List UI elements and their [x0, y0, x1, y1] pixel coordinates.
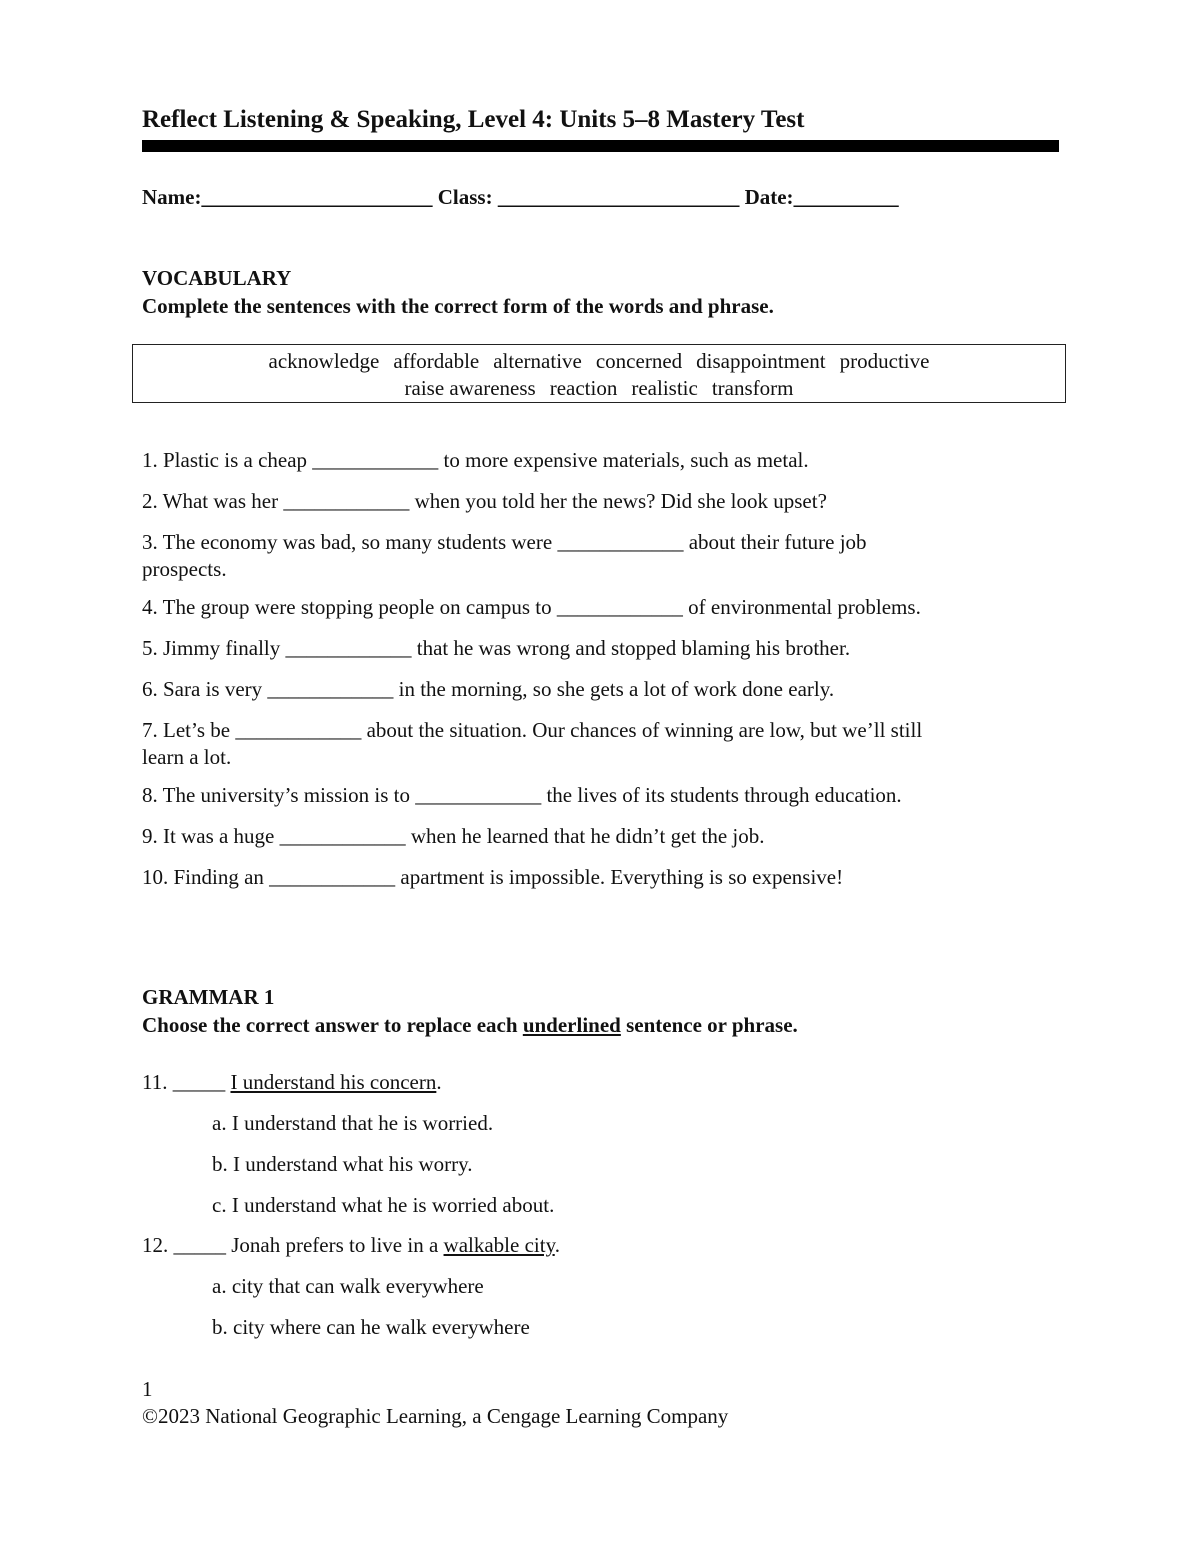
- item-text: 6. Sara is very: [142, 677, 268, 701]
- answer-blank[interactable]: ____________: [283, 489, 410, 513]
- vocab-item-1: [142, 448, 809, 473]
- vocab-item-10: [142, 865, 843, 890]
- answer-blank[interactable]: ____________: [415, 783, 542, 807]
- item-text: when he learned that he didn’t get the job.: [405, 824, 765, 848]
- vocab-item-3: [142, 530, 867, 555]
- instruction-text: Choose the correct answer to replace each: [142, 1013, 523, 1037]
- vocab-item-2: [142, 489, 827, 514]
- word-bank-item: realistic: [631, 376, 698, 400]
- word-bank-item: raise awareness: [404, 376, 536, 400]
- q11-option-c[interactable]: c. I understand what he is worried about.: [212, 1193, 555, 1217]
- item-text: 3. The economy was bad, so many students were: [142, 530, 558, 554]
- item-text: the lives of its students through education.: [541, 783, 902, 807]
- question-text: .: [436, 1070, 442, 1094]
- instruction-underlined-word: underlined: [522, 1013, 621, 1037]
- answer-blank[interactable]: ____________: [556, 595, 683, 619]
- grammar-heading: GRAMMAR 1: [142, 985, 275, 1009]
- answer-blank[interactable]: _____: [172, 1070, 226, 1094]
- vocab-item-9: [142, 824, 764, 849]
- word-bank-item: affordable: [393, 349, 480, 373]
- class-field[interactable]: _______________________: [497, 185, 740, 209]
- vocab-item-4: [142, 595, 921, 620]
- answer-blank[interactable]: ____________: [267, 677, 394, 701]
- word-bank-item: reaction: [549, 376, 618, 400]
- answer-blank[interactable]: ____________: [557, 530, 684, 554]
- answer-blank[interactable]: ____________: [235, 718, 362, 742]
- word-bank-item: acknowledge: [268, 349, 380, 373]
- item-text: 5. Jimmy finally: [142, 636, 286, 660]
- instruction-text: sentence or phrase.: [620, 1013, 798, 1037]
- item-text: about their future job: [683, 530, 867, 554]
- item-text: 7. Let’s be: [142, 718, 236, 742]
- question-number: 12.: [142, 1233, 174, 1257]
- word-bank: [132, 344, 1066, 403]
- class-label: Class:: [437, 185, 493, 209]
- q11-option-a[interactable]: a. I understand that he is worried.: [212, 1111, 494, 1135]
- word-bank-item: transform: [711, 376, 794, 400]
- vocabulary-instruction: Complete the sentences with the correct form of the words and phrase.: [142, 294, 774, 318]
- word-bank-row-2: [133, 375, 1065, 402]
- name-label: Name:: [142, 185, 202, 209]
- test-title: Reflect Listening & Speaking, Level 4: Units 5–8 Mastery Test: [142, 106, 805, 133]
- answer-blank[interactable]: ____________: [279, 824, 406, 848]
- vocab-item-6: [142, 677, 834, 702]
- underlined-phrase: I understand his concern: [230, 1070, 437, 1094]
- vocab-item-3-continuation: prospects.: [142, 557, 227, 581]
- vocab-item-7: [142, 718, 922, 743]
- answer-blank[interactable]: ____________: [312, 448, 439, 472]
- item-text: 10. Finding an: [142, 865, 270, 889]
- date-field[interactable]: __________: [793, 185, 899, 209]
- vocabulary-heading: VOCABULARY: [142, 266, 292, 290]
- answer-blank[interactable]: ____________: [269, 865, 396, 889]
- vocab-item-8: [142, 783, 902, 808]
- question-text: Jonah prefers to live in a: [226, 1233, 444, 1257]
- item-text: about the situation. Our chances of winning are low, but we’ll still: [361, 718, 923, 742]
- q11-option-b[interactable]: b. I understand what his worry.: [212, 1152, 473, 1176]
- vocab-item-5: [142, 636, 850, 661]
- item-text: to more expensive materials, such as metal.: [438, 448, 809, 472]
- copyright-notice: ©2023 National Geographic Learning, a Cengage Learning Company: [142, 1404, 729, 1428]
- word-bank-item: disappointment: [696, 349, 826, 373]
- item-text: in the morning, so she gets a lot of work done early.: [393, 677, 835, 701]
- word-bank-row-1: [133, 348, 1065, 375]
- q12-option-b[interactable]: b. city where can he walk everywhere: [212, 1315, 530, 1339]
- question-12: [142, 1233, 560, 1258]
- student-info-row: [142, 185, 899, 210]
- name-field[interactable]: ______________________: [201, 185, 433, 209]
- word-bank-item: productive: [839, 349, 930, 373]
- item-text: that he was wrong and stopped blaming his brother.: [411, 636, 851, 660]
- underlined-phrase: walkable city: [443, 1233, 555, 1257]
- title-rule: [142, 140, 1059, 152]
- page-number: 1: [142, 1377, 153, 1401]
- q12-option-a[interactable]: a. city that can walk everywhere: [212, 1274, 484, 1298]
- item-text: 2. What was her: [142, 489, 284, 513]
- vocab-item-7-continuation: learn a lot.: [142, 745, 232, 769]
- answer-blank[interactable]: _____: [173, 1233, 226, 1257]
- item-text: of environmental problems.: [682, 595, 921, 619]
- question-11: [142, 1070, 442, 1095]
- item-text: 9. It was a huge: [142, 824, 280, 848]
- item-text: 1. Plastic is a cheap: [142, 448, 313, 472]
- question-text: .: [554, 1233, 560, 1257]
- item-text: 4. The group were stopping people on campus to: [142, 595, 557, 619]
- item-text: 8. The university’s mission is to: [142, 783, 416, 807]
- question-number: 11.: [142, 1070, 173, 1094]
- word-bank-item: alternative: [493, 349, 582, 373]
- item-text: apartment is impossible. Everything is so expensive!: [395, 865, 844, 889]
- answer-blank[interactable]: ____________: [285, 636, 412, 660]
- grammar-instruction: [142, 1013, 798, 1038]
- date-label: Date:: [744, 185, 794, 209]
- item-text: when you told her the news? Did she look upset?: [409, 489, 827, 513]
- word-bank-item: concerned: [595, 349, 683, 373]
